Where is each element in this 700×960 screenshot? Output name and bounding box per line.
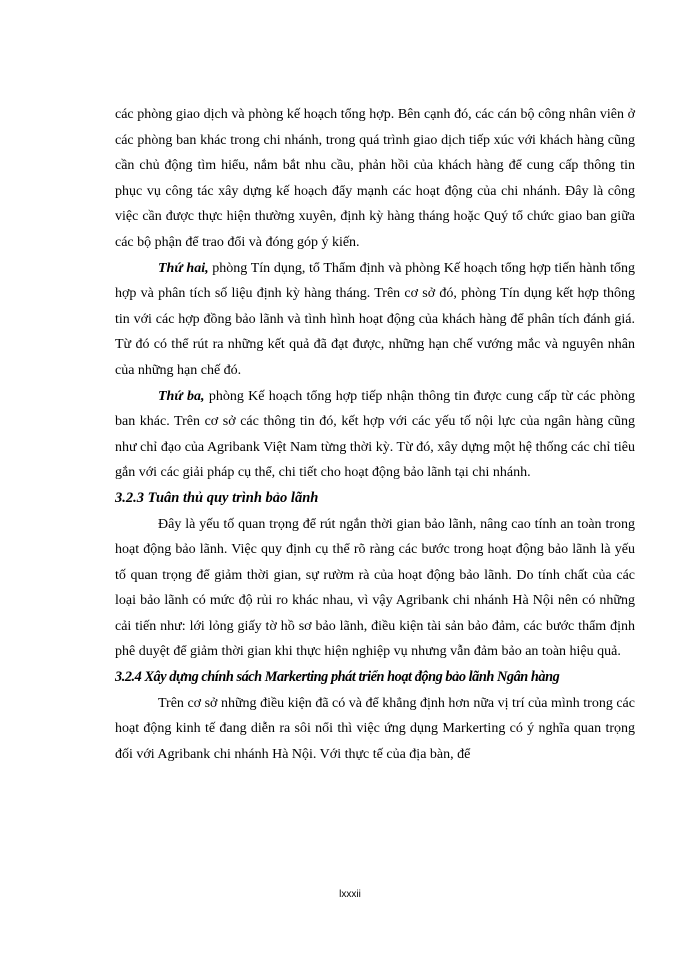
section-heading-3-2-4: 3.2.4 Xây dựng chính sách Markerting phát triển hoạt động bảo lãnh Ngân hàng bbox=[115, 669, 560, 686]
paragraph-3-2-4: Trên cơ sở những điều kiện đã có và để khẳng định hơn nữa vị trí của mình trong các hoạt động kinh tế đang diễn ra sôi nổi thì việc ứng dụng Markerting có ý nghĩa quan trọng đối với Agribank chi nhánh Hà Nội. Với thực tế của địa bàn, để bbox=[115, 695, 635, 762]
paragraph-3-2-3: Đây là yếu tố quan trọng để rút ngắn thời gian bảo lãnh, nâng cao tính an toàn trong hoạt động bảo lãnh. Việc quy định cụ thể rõ ràng các bước trong hoạt động bảo lãnh là yếu tố quan trọng để giảm thời gian, sự rườm rà của hoạt động bảo lãnh. Do tính chất của các loại bảo lãnh có mức độ rủi ro khác nhau, vì vậy Agribank chi nhánh Hà Nội nên có những cải tiến như: lới lỏng giấy tờ hồ sơ bảo lãnh, điều kiện tài sản bảo đảm, các bước thẩm định phê duyệt để giảm thời gian khi thực hiện nghiệp vụ nhưng vẫn đảm bảo an toàn hiệu quả. bbox=[115, 516, 635, 660]
paragraph-continued: các phòng giao dịch và phòng kế hoạch tổng hợp. Bên cạnh đó, các cán bộ công nhân viên ở các phòng ban khác trong chi nhánh, trong quá trình giao dịch tiếp xúc với khách hàng cũng cần chủ động tìm hiểu, nắm bắt nhu cầu, phản hồi của khách hàng để cung cấp thông tin phục vụ công tác xây dựng kế hoạch đẩy mạnh các hoạt động của chi nhánh. Đây là công việc cần được thực hiện thường xuyên, định kỳ hàng tháng hoặc Quý tổ chức giao ban giữa các bộ phận để trao đổi và đóng góp ý kiến. bbox=[115, 107, 635, 250]
paragraph-lead: Thứ ba, bbox=[158, 388, 205, 404]
paragraph-lead: Thứ hai, bbox=[158, 260, 209, 276]
page-body bbox=[115, 102, 635, 767]
paragraph-thu-hai bbox=[115, 256, 635, 384]
section-heading-3-2-3: 3.2.3 Tuân thủ quy trình bảo lãnh bbox=[115, 489, 319, 506]
paragraph-body: phòng Kế hoạch tổng hợp tiếp nhận thông tin được cung cấp từ các phòng ban khác. Trên cơ sở các thông tin đó, kết hợp với các yếu tố nội lực của ngân hàng cũng như chỉ đạo của Agribank Việt Nam từng thời kỳ. Từ đó, xây dựng một hệ thống các chỉ tiêu gắn với các giải pháp cụ thể, chi tiết cho hoạt động bảo lãnh tại chi nhánh. bbox=[115, 388, 635, 481]
paragraph-body: phòng Tín dụng, tổ Thẩm định và phòng Kế hoạch tổng hợp tiến hành tổng hợp và phân tích số liệu định kỳ hàng tháng. Trên cơ sở đó, phòng Tín dụng kết hợp thông tin với các hợp đồng bảo lãnh và tình hình hoạt động của khách hàng để phân tích đánh giá. Từ đó có thể rút ra những kết quả đã đạt được, những hạn chế vướng mắc và nguyên nhân của những hạn chế đó. bbox=[115, 260, 635, 378]
paragraph-thu-ba bbox=[115, 384, 635, 486]
page-number: lxxxii bbox=[339, 889, 361, 900]
